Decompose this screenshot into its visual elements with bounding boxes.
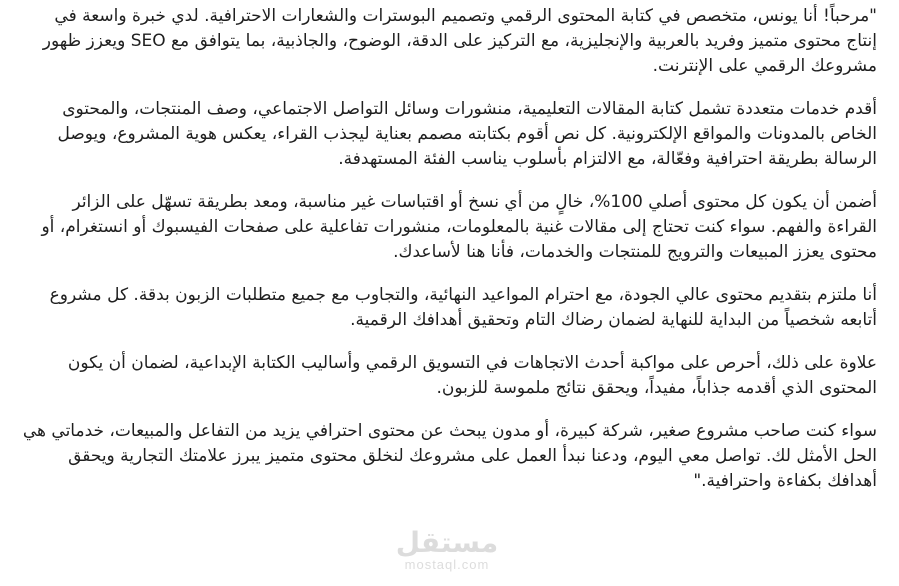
paragraph-originality: أضمن أن يكون كل محتوى أصلي 100%، خالٍ من أي نسخ أو اقتباسات غير مناسبة، ومعد بطريقة تسهّل على الزائر القراءة والفهم. سواء كنت تحتاج إلى مقالات غنية بالمعلومات، منشورات تفاعلية على صفحات الفيسبوك أو انستغرام، أو محتوى يعزز المبيعات والترويج للمنتجات والخدمات، فأنا هنا لأساعدك.	[41, 192, 877, 262]
paragraph-intro: "مرحباً! أنا يونس، متخصص في كتابة المحتوى الرقمي وتصميم البوسترات والشعارات الاحترافية. لدي خبرة واسعة في إنتاج محتوى متميز وفريد بالعربية والإنجليزية، مع التركيز على الدقة، الوضوح، والجاذبية، بما يتوافق مع SEO ويعزز ظهور مشروعك الرقمي على الإنترنت.	[42, 6, 877, 76]
paragraph-services: أقدم خدمات متعددة تشمل كتابة المقالات التعليمية، منشورات وسائل التواصل الاجتماعي، وصف المنتجات، والمحتوى الخاص بالمدونات والمواقع الإلكترونية. كل نص أقوم بكتابته مصمم بعناية ليجذب القراء، يعكس هوية المشروع، ويوصل الرسالة بطريقة احترافية وفعّالة، مع الالتزام بأسلوب يناسب الفئة المستهدفة.	[57, 99, 877, 169]
watermark-logo: مستقل	[395, 526, 499, 559]
paragraph-commitment: أنا ملتزم بتقديم محتوى عالي الجودة، مع احترام المواعيد النهائية، والتجاوب مع جميع متطلبات الزبون بدقة. كل مشروع أتابعه شخصياً من البداية للنهاية لضمان رضاك التام وتحقيق أهدافك الرقمية.	[49, 285, 877, 330]
mostaql-watermark	[392, 528, 502, 584]
document-body	[20, 4, 877, 512]
watermark-text: mostaql.com	[404, 557, 490, 572]
paragraph-trends: علاوة على ذلك، أحرص على مواكبة أحدث الاتجاهات في التسويق الرقمي وأساليب الكتابة الإبداعية، لضمان أن يكون المحتوى الذي أقدمه جذاباً، مفيداً، ويحقق نتائج ملموسة للزبون.	[67, 353, 877, 398]
paragraph-closing: سواء كنت صاحب مشروع صغير، شركة كبيرة، أو مدون يبحث عن محتوى احترافي يزيد من التفاعل والمبيعات، خدماتي هي الحل الأمثل لك. تواصل معي اليوم، ودعنا نبدأ العمل على مشروعك لنخلق محتوى متميز يبرز علامتك التجارية ويحقق أهدافك بكفاءة واحترافية."	[22, 421, 877, 491]
